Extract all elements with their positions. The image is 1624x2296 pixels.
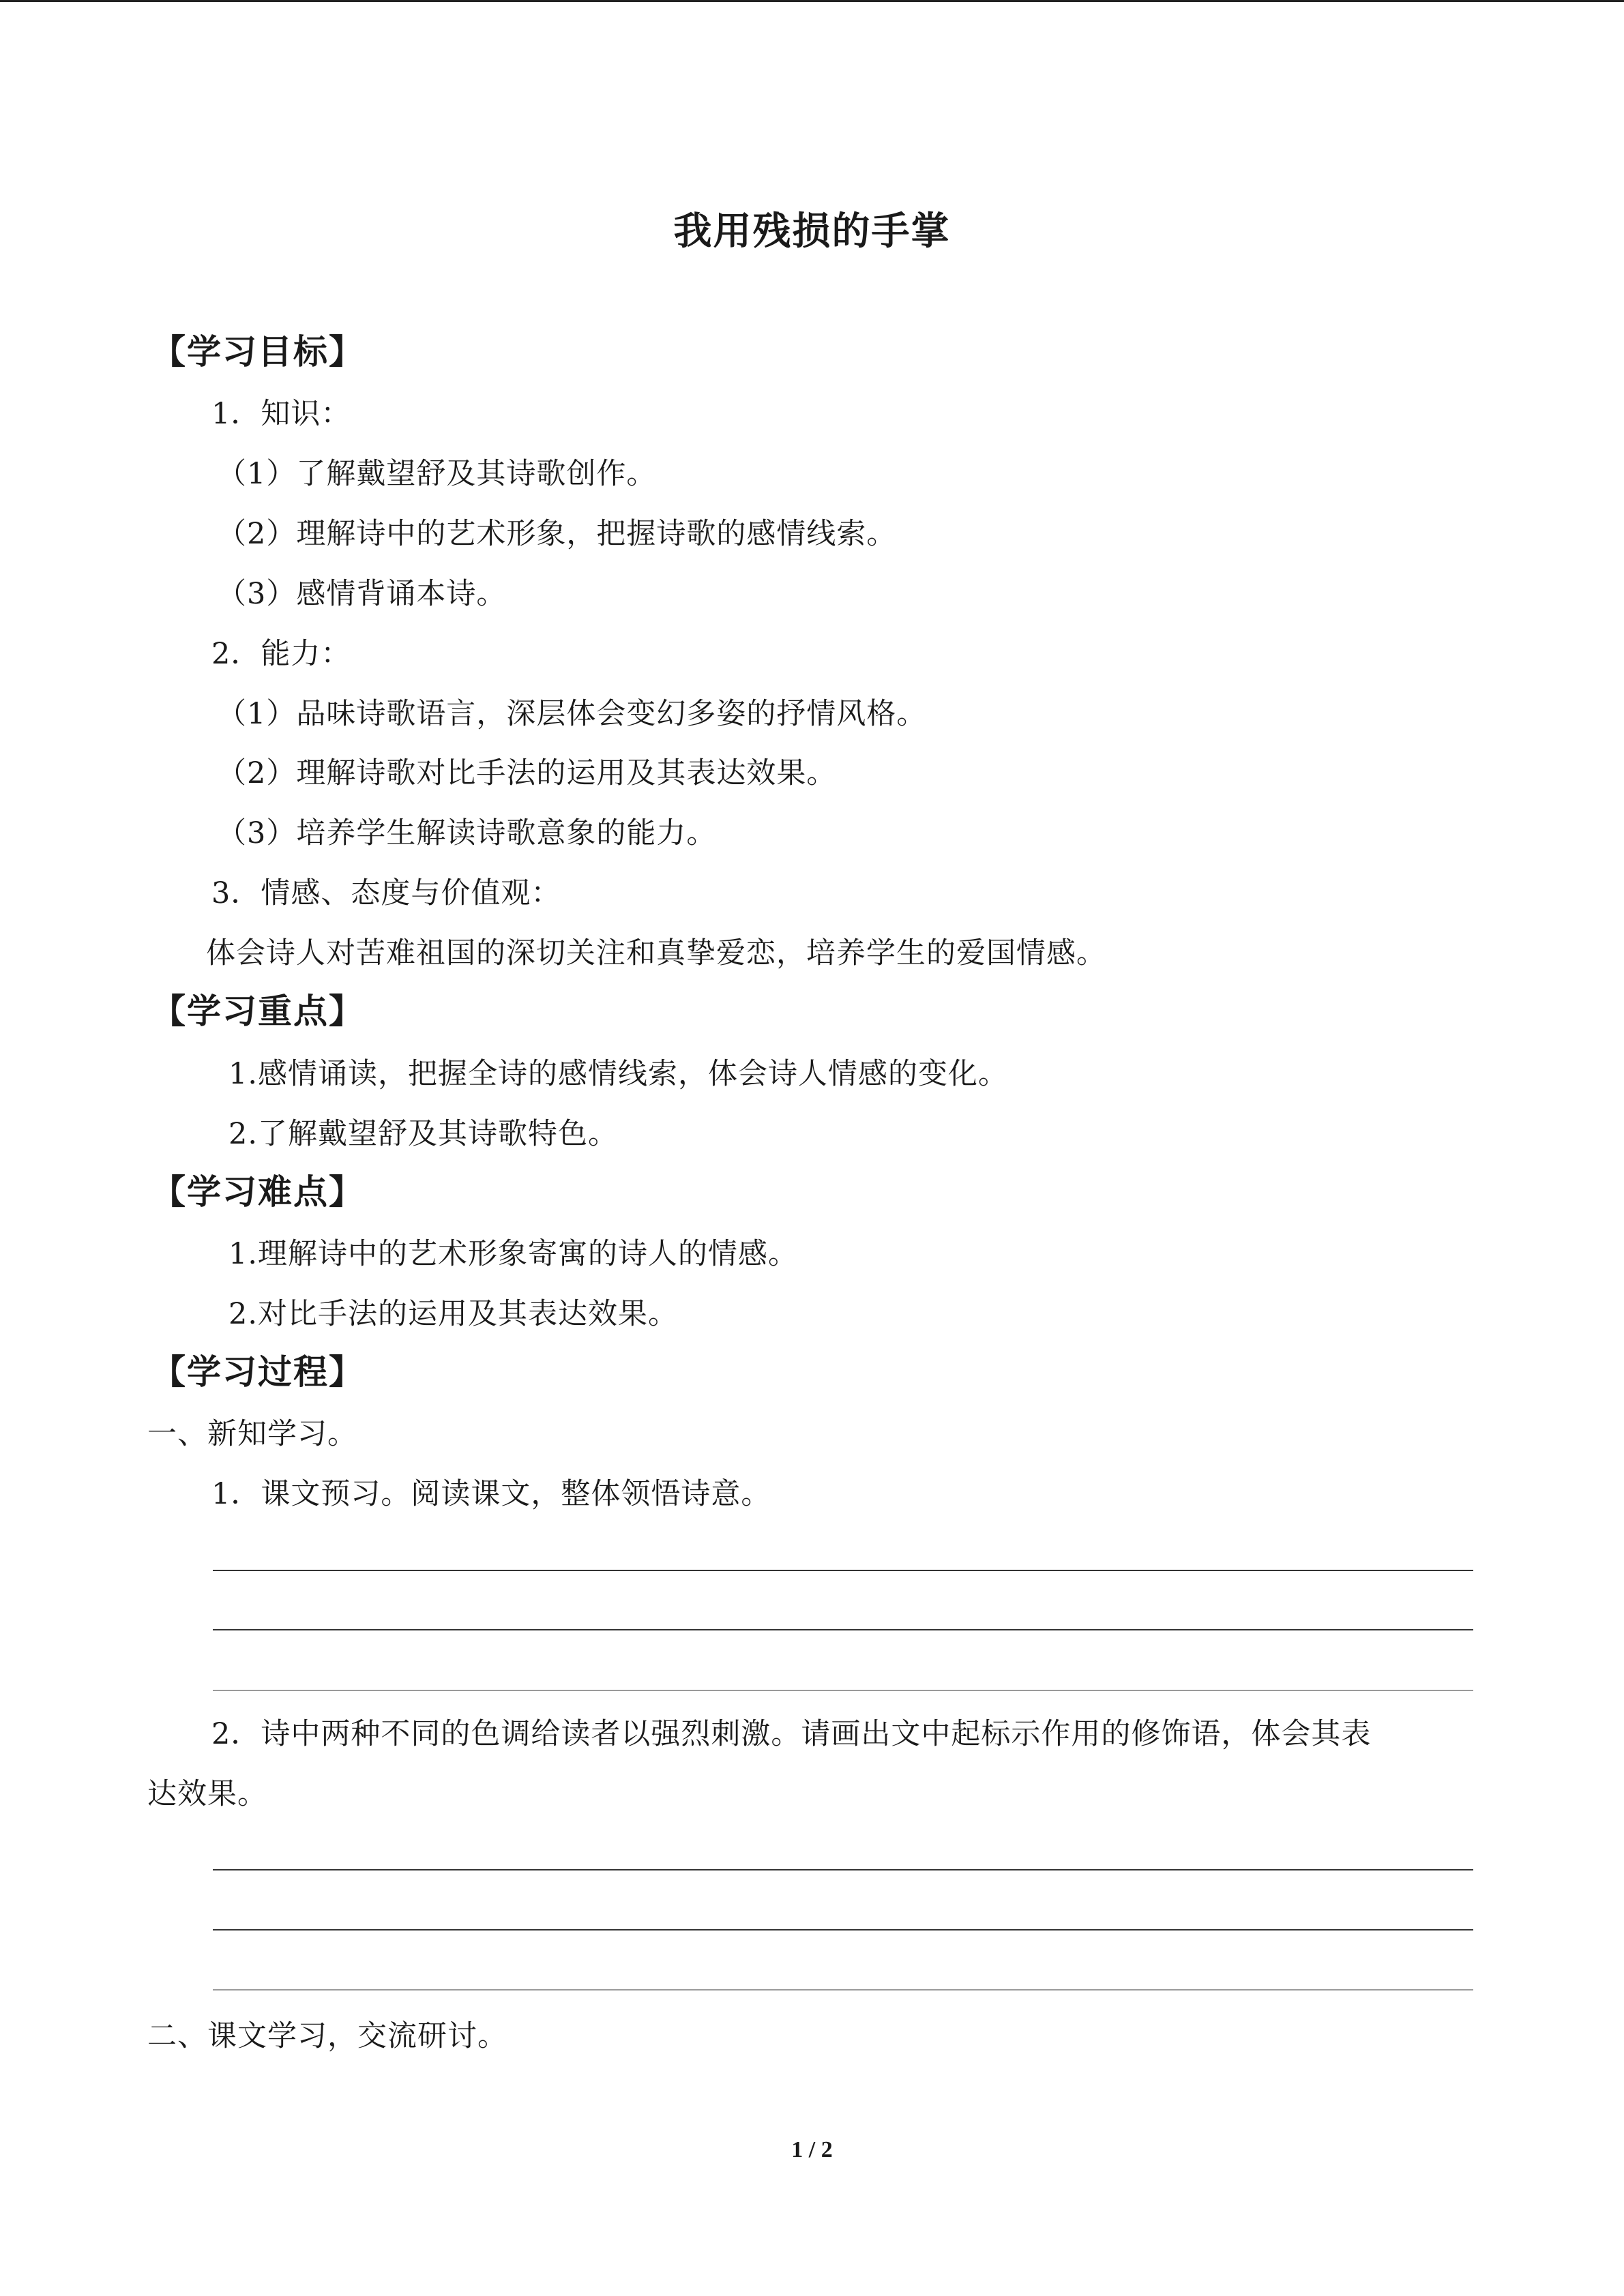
objectives-heading: 【学习目标】 — [151, 332, 364, 372]
knowledge-item: （2）理解诗中的艺术形象，把握诗歌的感情线索。 — [217, 517, 897, 551]
key-point-item: 2.了解戴望舒及其诗歌特色。 — [228, 1117, 619, 1151]
answer-line[interactable] — [213, 1629, 1473, 1630]
ability-item: （2）理解诗歌对比手法的运用及其表达效果。 — [217, 756, 837, 790]
answer-line[interactable] — [213, 1570, 1473, 1571]
answer-line[interactable] — [213, 1690, 1473, 1691]
difficult-points-heading: 【学习难点】 — [151, 1172, 364, 1212]
knowledge-item: （3）感情背诵本诗。 — [217, 577, 507, 611]
part2-title: 二、课文学习，交流研讨。 — [147, 2019, 507, 2053]
emotion-text: 体会诗人对苦难祖国的深切关注和真挚爱恋，培养学生的爱国情感。 — [206, 936, 1106, 970]
document-title: 我用残损的手掌 — [673, 209, 951, 254]
emotion-label: 3．情感、态度与价值观： — [211, 876, 561, 910]
question-2-continued: 达效果。 — [147, 1777, 267, 1811]
key-point-item: 1.感情诵读，把握全诗的感情线索，体会诗人情感的变化。 — [228, 1057, 1009, 1091]
answer-line[interactable] — [213, 1989, 1473, 1991]
key-points-heading: 【学习重点】 — [151, 992, 364, 1031]
page-number: 1 / 2 — [791, 2137, 833, 2162]
ability-item: （3）培养学生解读诗歌意象的能力。 — [217, 816, 717, 850]
ability-item: （1）品味诗歌语言，深层体会变幻多姿的抒情风格。 — [217, 697, 927, 731]
answer-line[interactable] — [213, 1869, 1473, 1870]
process-heading: 【学习过程】 — [151, 1352, 364, 1392]
knowledge-item: （1）了解戴望舒及其诗歌创作。 — [217, 457, 657, 491]
ability-label: 2．能力： — [211, 637, 351, 671]
difficult-point-item: 1.理解诗中的艺术形象寄寓的诗人的情感。 — [228, 1237, 799, 1271]
answer-line[interactable] — [213, 1929, 1473, 1930]
difficult-point-item: 2.对比手法的运用及其表达效果。 — [228, 1297, 679, 1331]
question-1: 1．课文预习。阅读课文，整体领悟诗意。 — [211, 1477, 771, 1511]
part1-title: 一、新知学习。 — [147, 1417, 357, 1451]
question-2: 2．诗中两种不同的色调给读者以强烈刺激。请画出文中起标示作用的修饰语，体会其表 — [211, 1717, 1372, 1751]
knowledge-label: 1．知识： — [211, 397, 351, 431]
